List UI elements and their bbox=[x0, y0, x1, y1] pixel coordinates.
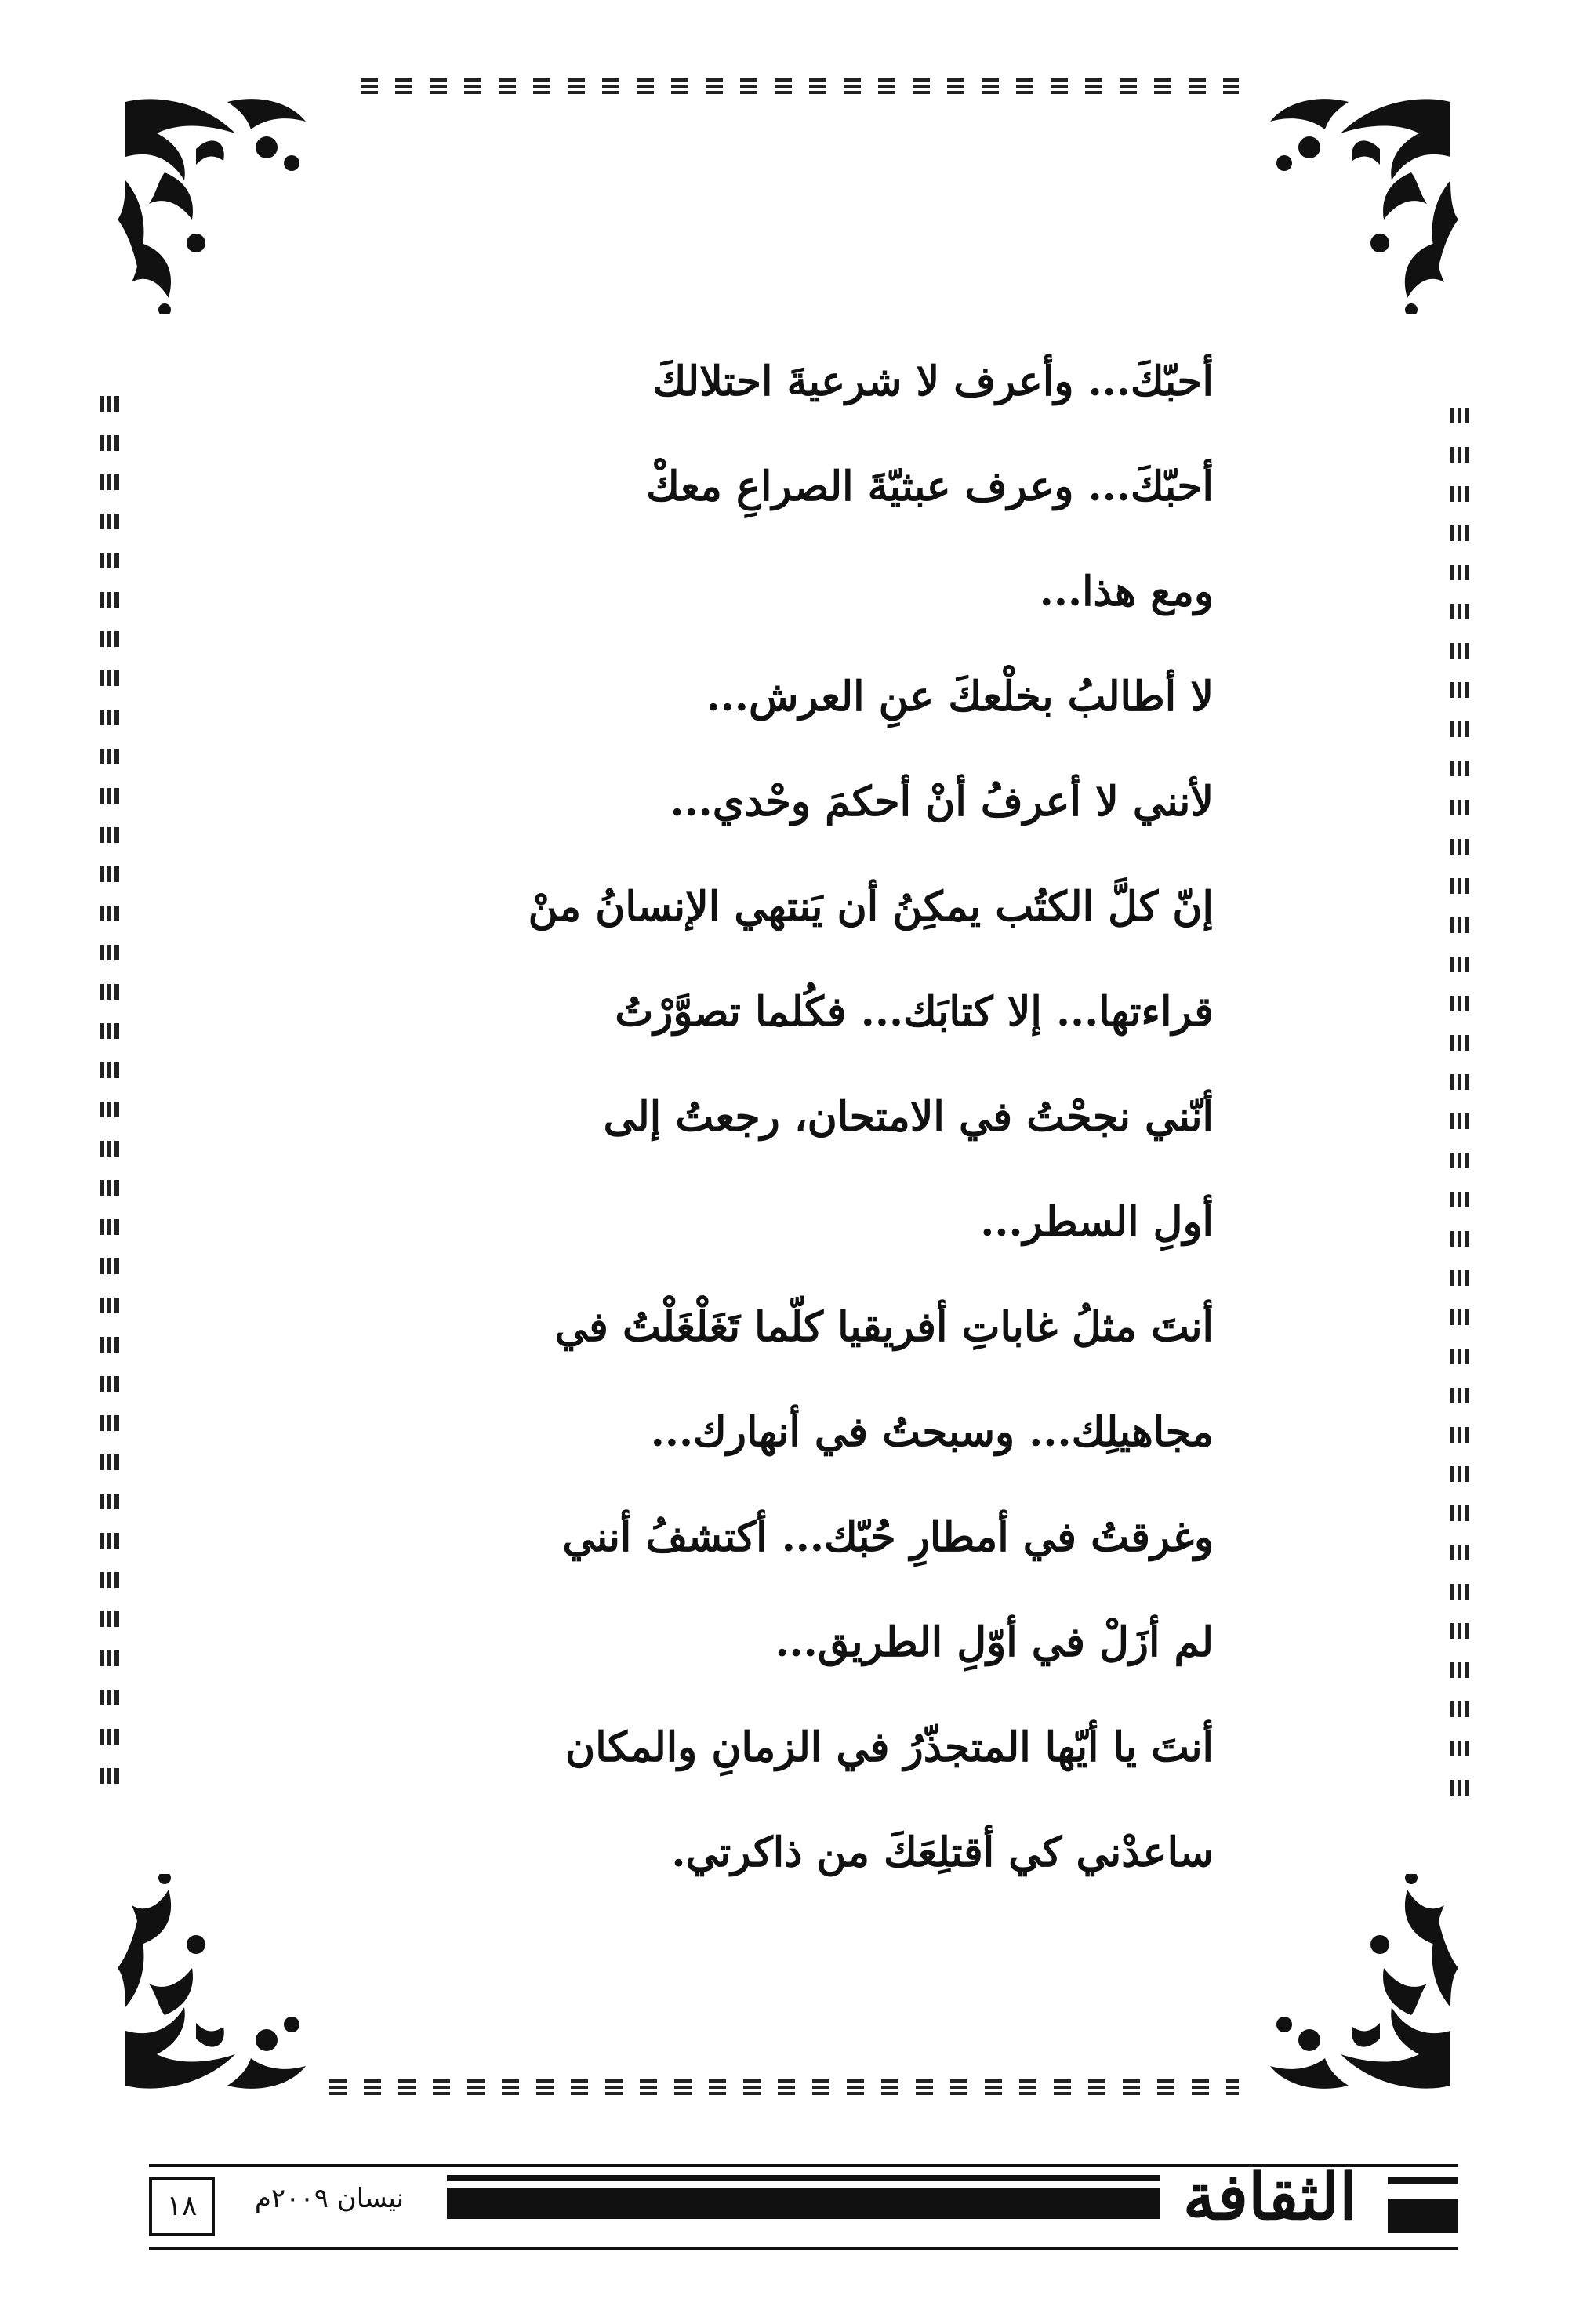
footer-band bbox=[447, 2188, 1160, 2219]
poem-line: أنّني نجحْتُ في الامتحان، رجعتُ إلى bbox=[603, 1093, 1214, 1141]
poem-line: وغرقتُ في أمطارِ حُبّك... أكتشفُ أنني bbox=[562, 1513, 1214, 1561]
poem-line: قراءتها... إلا كتابَك... فكُلما تصوَّرْتُ bbox=[615, 988, 1214, 1036]
poem-line: أحبّكَ... وعرف عبثيّةَ الصراعِ معكْ bbox=[646, 463, 1214, 510]
right-bar-border bbox=[1450, 408, 1469, 1811]
poem-line: لم أزَلْ في أوّلِ الطريق... bbox=[775, 1618, 1214, 1666]
corner-ornament-top-left bbox=[110, 86, 314, 314]
poem-line: مجاهيلِك... وسبحتُ في أنهارك... bbox=[650, 1408, 1214, 1456]
footer-end-thin-bar bbox=[1388, 2177, 1458, 2184]
floral-ornament-icon bbox=[1262, 86, 1466, 314]
corner-ornament-bottom-right bbox=[1262, 1874, 1466, 2101]
poem-line: لا أطالبُ بخلْعكَ عنِ العرش... bbox=[706, 673, 1214, 721]
footer-thin-band bbox=[447, 2175, 1160, 2181]
poem-line: أولِ السطر... bbox=[980, 1198, 1214, 1246]
poem-line: ساعدْني كي أقتلِعَكَ من ذاكرتي. bbox=[671, 1828, 1214, 1876]
bottom-dashed-border bbox=[329, 2079, 1239, 2097]
top-dashed-border bbox=[361, 78, 1239, 96]
floral-ornament-icon bbox=[110, 1874, 314, 2101]
poem-line: ومع هذا... bbox=[1039, 568, 1214, 615]
corner-ornament-bottom-left bbox=[110, 1874, 314, 2101]
left-bar-border bbox=[100, 396, 119, 1792]
poem-line: أحبّكَ... وأعرف لا شرعيةَ احتلالكَ bbox=[652, 358, 1214, 405]
poem-line: لأنني لا أعرفُ أنْ أحكمَ وحْدي... bbox=[670, 778, 1214, 826]
page-number: ١٨ bbox=[149, 2177, 215, 2236]
magazine-title: الثقافة bbox=[1182, 2159, 1358, 2235]
issue-date: نيسان ٢٠٠٩م bbox=[254, 2183, 405, 2214]
page-footer bbox=[149, 2159, 1458, 2258]
footer-bottom-rule bbox=[149, 2247, 1458, 2250]
poem-line: أنتَ مثلُ غاباتِ أفريقيا كلّما تَغَلْغَلْتُ في bbox=[554, 1303, 1214, 1351]
poem-body bbox=[351, 329, 1214, 1905]
poem-line: إنّ كلَّ الكتُب يمكِنُ أن يَنتهي الإنسانُ منْ bbox=[528, 883, 1214, 931]
corner-ornament-top-right bbox=[1262, 86, 1466, 314]
footer-end-bar bbox=[1388, 2199, 1458, 2233]
poem-line: أنتَ يا أيّها المتجذّرُ في الزمانِ والمكان bbox=[565, 1723, 1214, 1771]
floral-ornament-icon bbox=[110, 86, 314, 314]
floral-ornament-icon bbox=[1262, 1874, 1466, 2101]
